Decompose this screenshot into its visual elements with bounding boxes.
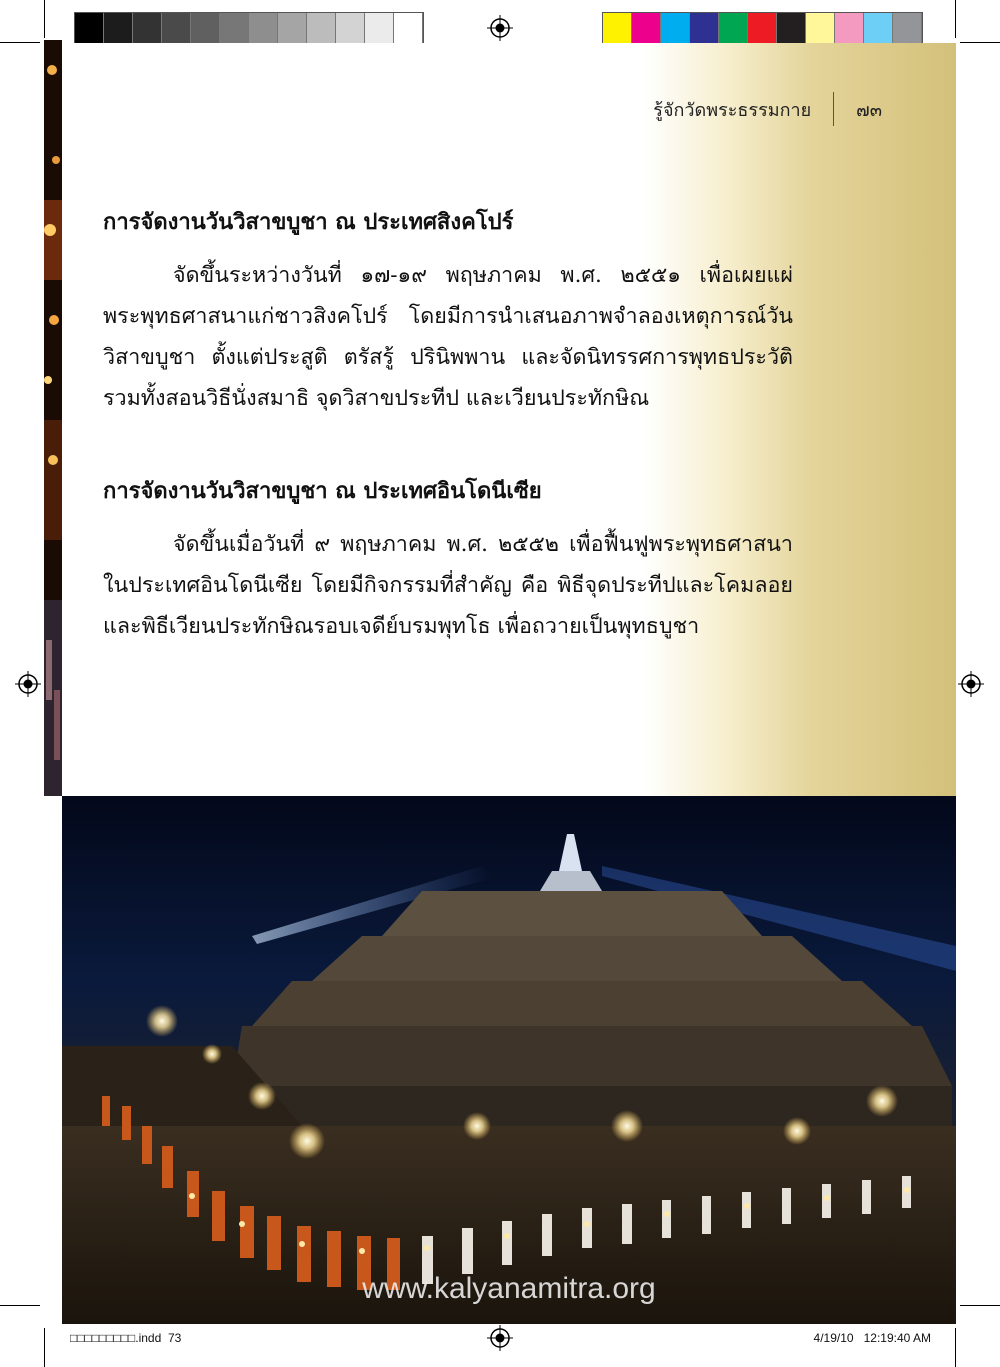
color-swatch — [893, 13, 922, 44]
color-swatch — [603, 13, 632, 44]
crop-mark — [960, 42, 1000, 43]
section-body-indonesia: จัดขึ้นเมื่อวันที่ ๙ พฤษภาคม พ.ศ. ๒๕๕๒ เพื่อฟื้นฟูพระพุทธศาสนาในประเทศอินโดนีเซีย โดยมีกิจกรรมที่สำคัญ คือ พิธีจุดประทีปและโคมลอย และพิธีเวียนประทักษิณรอบเจดีย์บรมพุทโธ เพื่อถวายเป็นพุทธบูชา — [103, 532, 793, 639]
crop-mark — [960, 1305, 1000, 1306]
color-swatch — [806, 13, 835, 44]
color-swatch — [394, 13, 423, 44]
color-swatch — [748, 13, 777, 44]
slug-file-info — [70, 1331, 181, 1345]
color-swatch — [104, 13, 133, 44]
registration-mark-icon — [958, 671, 984, 697]
color-swatch — [365, 13, 394, 44]
color-swatch — [75, 13, 104, 44]
crop-mark — [0, 1305, 40, 1306]
color-swatch — [191, 13, 220, 44]
registration-mark-icon — [487, 1325, 513, 1351]
crop-mark — [0, 42, 40, 43]
slug-time: 12:19:40 AM — [863, 1331, 931, 1345]
color-swatch — [719, 13, 748, 44]
section-heading-indonesia: การจัดงานวันวิสาขบูชา ณ ประเทศอินโดนีเซีย — [103, 478, 542, 504]
crop-mark — [44, 1328, 45, 1367]
color-swatch — [690, 13, 719, 44]
slug-page: 73 — [167, 1331, 182, 1345]
color-swatch — [336, 13, 365, 44]
color-swatch — [249, 13, 278, 44]
header-divider — [833, 92, 834, 126]
color-swatch — [661, 13, 690, 44]
crop-mark — [955, 0, 956, 38]
slug-date: 4/19/10 — [813, 1331, 854, 1345]
color-swatch — [632, 13, 661, 44]
registration-mark-icon — [487, 15, 513, 41]
registration-mark-icon — [15, 671, 41, 697]
adjacent-page-bleed — [44, 40, 62, 796]
color-swatch — [133, 13, 162, 44]
borobudur-night-photo — [62, 796, 956, 1324]
slug-filename: □□□□□□□□□.indd — [70, 1331, 162, 1345]
color-swatch — [835, 13, 864, 44]
page-number: ๗๓ — [856, 99, 882, 121]
color-swatch — [220, 13, 249, 44]
crop-mark — [955, 1328, 956, 1367]
slug-timestamp — [814, 1331, 931, 1345]
color-swatch — [307, 13, 336, 44]
crop-mark — [44, 0, 45, 38]
section-heading-singapore: การจัดงานวันวิสาขบูชา ณ ประเทศสิงคโปร์ — [103, 209, 514, 235]
book-page — [62, 43, 956, 796]
book-title: รู้จักวัดพระธรรมกาย — [653, 99, 812, 121]
color-swatch — [162, 13, 191, 44]
color-swatch — [278, 13, 307, 44]
process-color-bar — [602, 12, 923, 45]
running-head — [653, 92, 882, 126]
grayscale-color-bar — [74, 12, 424, 45]
color-swatch — [777, 13, 806, 44]
watermark-url: www.kalyanamitra.org — [362, 1272, 656, 1305]
color-swatch — [864, 13, 893, 44]
section-body-singapore: จัดขึ้นระหว่างวันที่ ๑๗-๑๙ พฤษภาคม พ.ศ. ๒๕๕๑ เพื่อเผยแผ่พระพุทธศาสนาแก่ชาวสิงคโปร์ โดยมีการนำเสนอภาพจำลองเหตุการณ์วันวิสาขบูชา ตั้งแต่ประสูติ ตรัสรู้ ปรินิพพาน และจัดนิทรรศการพุทธประวัติ รวมทั้งสอนวิธีนั่งสมาธิ จุดวิสาขประทีป และเวียนประทักษิณ — [103, 263, 793, 411]
